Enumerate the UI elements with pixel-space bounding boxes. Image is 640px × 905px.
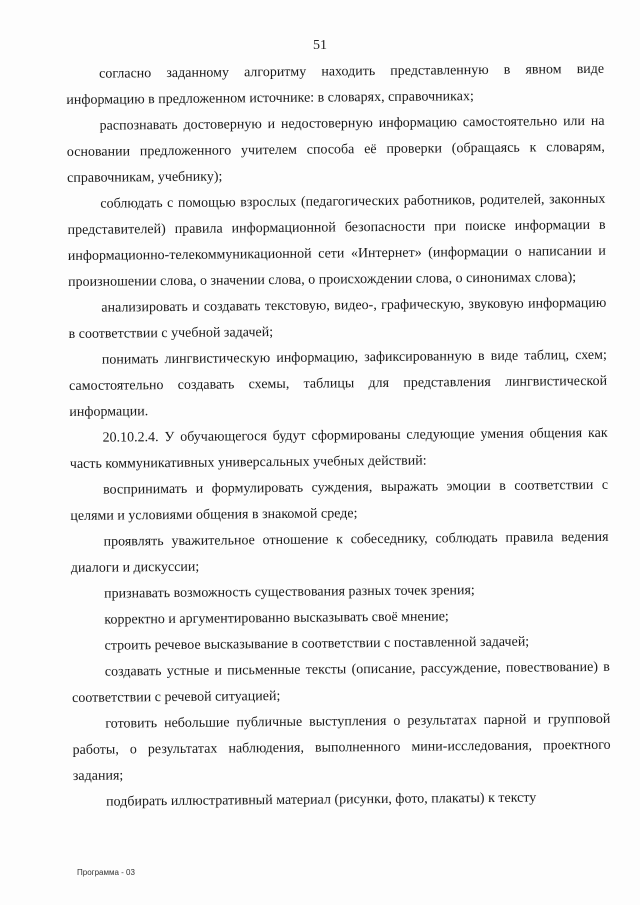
paragraph: признавать возможность существования разных точек зрения;	[104, 583, 475, 602]
document-body	[66, 57, 611, 816]
paragraph: проявлять уважительное отношение к собеседнику, соблюдать правила ведения диалоги и дискуссии;	[70, 529, 609, 576]
paragraph: корректно и аргументированно высказывать своё мнение;	[104, 609, 449, 628]
paragraph: создавать устные и письменные тексты (описание, рассуждение, повествование) в соответствии с речевой ситуацией;	[72, 659, 610, 706]
page-number: 51	[313, 38, 327, 53]
paragraph: воспринимать и формулировать суждения, выражать эмоции в соответствии с целями и условиями общения в знакомой среде;	[70, 477, 609, 524]
paragraph: понимать лингвистическую информацию, зафиксированную в виде таблиц, схем; самостоятельно создавать схемы, таблицы для представления лингвистической информации.	[69, 347, 608, 420]
paragraph: распознавать достоверную и недостоверную информацию самостоятельно или на основании предложенного учителем способа её проверки (обращаясь к словарям, справочникам, учебнику);	[66, 113, 605, 186]
paragraph: анализировать и создавать текстовую, видео-, графическую, звуковую информацию в соответствии с учебной задачей;	[68, 295, 607, 342]
paragraph: готовить небольшие публичные выступления о результатах парной и групповой работы, о результатах наблюдения, выполненного мини-исследования, проектного задания;	[72, 711, 611, 784]
paragraph: согласно заданному алгоритму находить представленную в явном виде информацию в предложенном источнике: в словарях, справочниках;	[66, 61, 605, 108]
paragraph: строить речевое высказывание в соответствии с поставленной задачей;	[104, 634, 530, 654]
paragraph: подбирать иллюстративный материал (рисунки, фото, плакаты) к тексту	[106, 790, 537, 810]
section-heading-paragraph: 20.10.2.4. У обучающегося будут сформированы следующие умения общения как часть коммуникативных универсальных учебных действий:	[69, 425, 608, 472]
paragraph: соблюдать с помощью взрослых (педагогических работников, родителей, законных представителей) правила информационной безопасности при поиске информации в информационно-телекоммуникационной сети «Интернет» (информации о написании и произношении слова, о значении слова, о происхождении слова, о синонимах слова);	[67, 191, 606, 290]
footer-label: Программа - 03	[77, 868, 135, 877]
